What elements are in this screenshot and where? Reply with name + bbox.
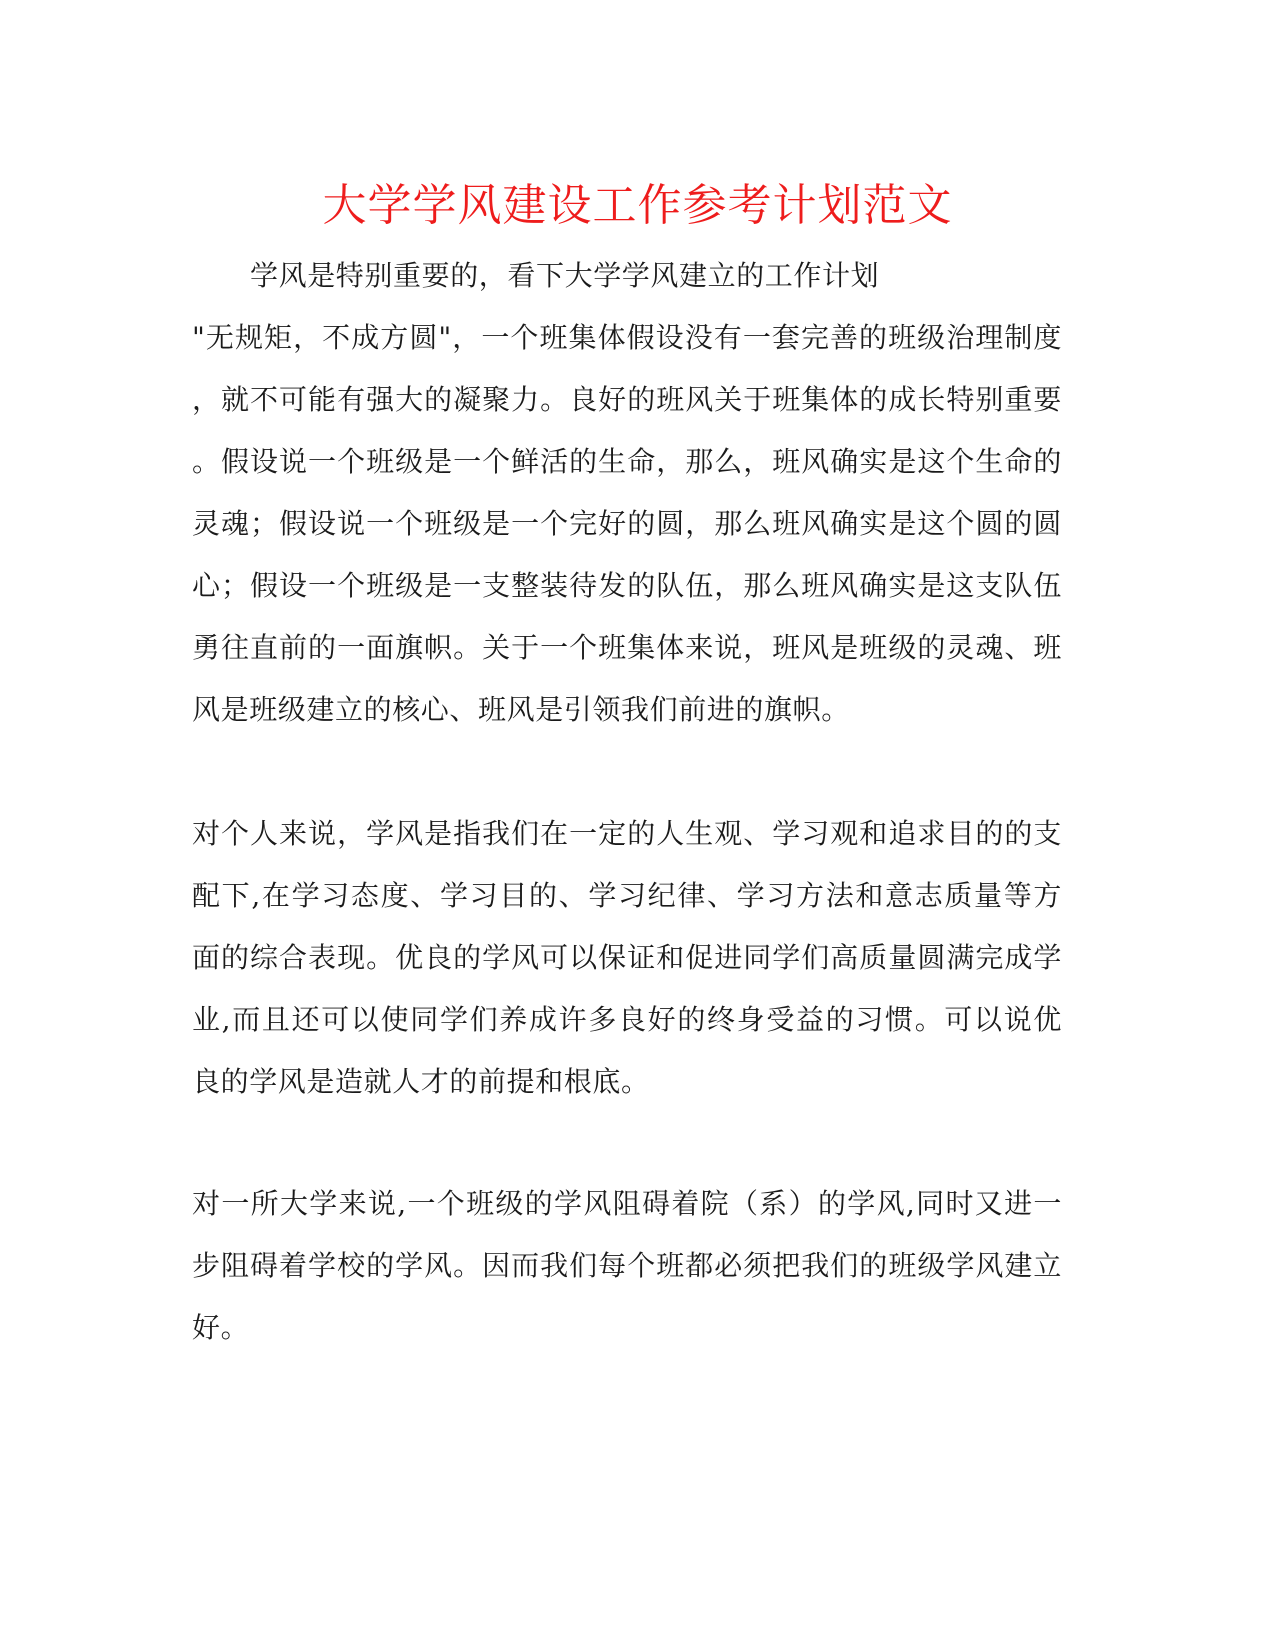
paragraph1-line-2: ，就不可能有强大的凝聚力。良好的班风关于班集体的成长特别重要 [192, 383, 1062, 416]
paragraph3-line-2: 步阻碍着学校的学风。因而我们每个班都必须把我们的班级学风建立 [192, 1249, 1062, 1282]
paragraph1-line-5: 心；假设一个班级是一支整装待发的队伍，那么班风确实是这支队伍 [192, 569, 1062, 602]
paragraph3-line-1: 对一所大学来说,一个班级的学风阻碍着院（系）的学风,同时又进一 [192, 1187, 1062, 1220]
paragraph2-line-3: 面的综合表现。优良的学风可以保证和促进同学们高质量圆满完成学 [192, 941, 1062, 974]
paragraph2-line-5: 良的学风是造就人才的前提和根底。 [192, 1065, 650, 1098]
paragraph1-line-3: 。假设说一个班级是一个鲜活的生命，那么，班风确实是这个生命的 [192, 445, 1062, 478]
paragraph1-line-7: 风是班级建立的核心、班风是引领我们前进的旗帜。 [192, 693, 850, 726]
intro-line: 学风是特别重要的，看下大学学风建立的工作计划 [250, 259, 880, 292]
document-title: 大学学风建设工作参考计划范文 [322, 180, 953, 231]
paragraph1-line-6: 勇往直前的一面旗帜。关于一个班集体来说，班风是班级的灵魂、班 [192, 631, 1062, 664]
paragraph2-line-4: 业,而且还可以使同学们养成许多良好的终身受益的习惯。可以说优 [192, 1003, 1062, 1036]
paragraph2-line-1: 对个人来说，学风是指我们在一定的人生观、学习观和追求目的的支 [192, 817, 1062, 850]
paragraph1-line-4: 灵魂；假设说一个班级是一个完好的圆，那么班风确实是这个圆的圆 [192, 507, 1062, 540]
paragraph2-line-2: 配下,在学习态度、学习目的、学习纪律、学习方法和意志质量等方 [192, 879, 1062, 912]
paragraph1-line-1: "无规矩，不成方圆"，一个班集体假设没有一套完善的班级治理制度 [192, 321, 1062, 354]
paragraph3-line-3: 好。 [192, 1311, 250, 1344]
